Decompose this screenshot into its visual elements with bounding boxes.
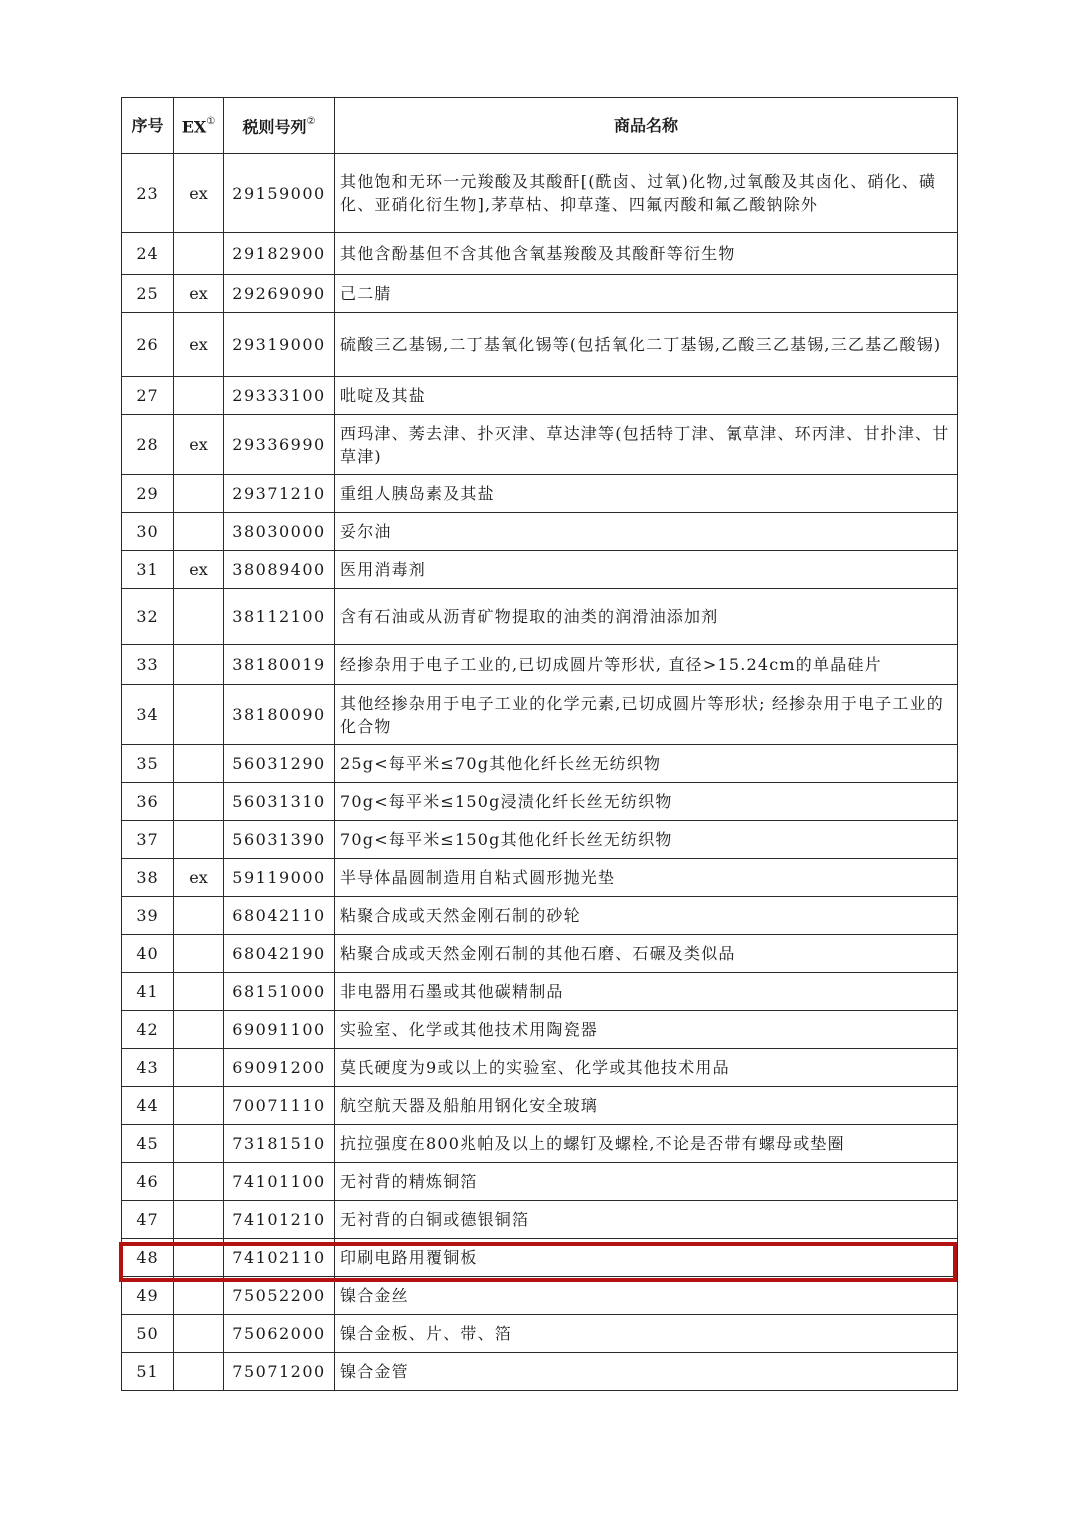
row-product-name: 无衬背的精炼铜箔 (335, 1163, 958, 1201)
row-product-name: 印刷电路用覆铜板 (335, 1239, 958, 1277)
row-no: 34 (122, 685, 174, 745)
row-ex (174, 589, 224, 645)
row-tariff-code: 74101100 (224, 1163, 335, 1201)
row-ex: ex (174, 154, 224, 233)
header-tariff-code: 税则号列② (224, 98, 335, 154)
row-product-name: 70g<每平米≤150g浸渍化纤长丝无纺织物 (335, 783, 958, 821)
row-tariff-code: 29182900 (224, 233, 335, 275)
row-tariff-code: 29269090 (224, 275, 335, 313)
row-product-name: 镍合金管 (335, 1353, 958, 1391)
header-no: 序号 (122, 98, 174, 154)
row-ex: ex (174, 415, 224, 475)
row-ex (174, 1201, 224, 1239)
row-tariff-code: 73181510 (224, 1125, 335, 1163)
row-no: 42 (122, 1011, 174, 1049)
row-no: 38 (122, 859, 174, 897)
row-tariff-code: 75071200 (224, 1353, 335, 1391)
table-row (122, 1353, 958, 1391)
row-product-name: 己二腈 (335, 275, 958, 313)
row-no: 39 (122, 897, 174, 935)
table-row (122, 935, 958, 973)
table-row (122, 1049, 958, 1087)
row-product-name: 70g<每平米≤150g其他化纤长丝无纺织物 (335, 821, 958, 859)
row-tariff-code: 70071110 (224, 1087, 335, 1125)
row-no: 50 (122, 1315, 174, 1353)
row-product-name: 西玛津、莠去津、扑灭津、草达津等(包括特丁津、氰草津、环丙津、甘扑津、甘草津) (335, 415, 958, 475)
row-no: 47 (122, 1201, 174, 1239)
row-no: 36 (122, 783, 174, 821)
row-tariff-code: 74102110 (224, 1239, 335, 1277)
row-no: 31 (122, 551, 174, 589)
row-tariff-code: 75052200 (224, 1277, 335, 1315)
row-ex (174, 1049, 224, 1087)
table-row (122, 1239, 958, 1277)
row-no: 32 (122, 589, 174, 645)
table-row (122, 1277, 958, 1315)
row-no: 24 (122, 233, 174, 275)
table-row (122, 233, 958, 275)
table-row (122, 973, 958, 1011)
table-row (122, 1011, 958, 1049)
table-row (122, 821, 958, 859)
row-tariff-code: 29319000 (224, 313, 335, 377)
row-product-name: 粘聚合成或天然金刚石制的其他石磨、石碾及类似品 (335, 935, 958, 973)
table-row (122, 1315, 958, 1353)
row-tariff-code: 38180090 (224, 685, 335, 745)
row-no: 48 (122, 1239, 174, 1277)
table-row (122, 745, 958, 783)
header-product-name: 商品名称 (335, 98, 958, 154)
table-row (122, 513, 958, 551)
table-body (122, 154, 958, 1391)
row-product-name: 非电器用石墨或其他碳精制品 (335, 973, 958, 1011)
row-ex (174, 685, 224, 745)
row-product-name: 含有石油或从沥青矿物提取的油类的润滑油添加剂 (335, 589, 958, 645)
row-product-name: 吡啶及其盐 (335, 377, 958, 415)
row-product-name: 妥尔油 (335, 513, 958, 551)
table-row (122, 859, 958, 897)
row-ex (174, 935, 224, 973)
row-product-name: 莫氏硬度为9或以上的实验室、化学或其他技术用品 (335, 1049, 958, 1087)
table-row (122, 313, 958, 377)
table-row (122, 154, 958, 233)
table-row (122, 1087, 958, 1125)
table-row (122, 783, 958, 821)
row-tariff-code: 56031310 (224, 783, 335, 821)
table-row (122, 685, 958, 745)
row-product-name: 无衬背的白铜或德银铜箔 (335, 1201, 958, 1239)
table-row (122, 1163, 958, 1201)
row-tariff-code: 68042110 (224, 897, 335, 935)
row-ex: ex (174, 551, 224, 589)
row-tariff-code: 29159000 (224, 154, 335, 233)
row-ex (174, 1353, 224, 1391)
row-ex (174, 973, 224, 1011)
row-ex (174, 1163, 224, 1201)
row-no: 26 (122, 313, 174, 377)
row-ex (174, 897, 224, 935)
row-product-name: 半导体晶圆制造用自粘式圆形抛光垫 (335, 859, 958, 897)
row-ex (174, 783, 224, 821)
row-ex (174, 513, 224, 551)
row-ex: ex (174, 313, 224, 377)
row-ex (174, 1277, 224, 1315)
row-ex (174, 377, 224, 415)
header-ex: EX① (174, 98, 224, 154)
row-tariff-code: 69091100 (224, 1011, 335, 1049)
row-tariff-code: 69091200 (224, 1049, 335, 1087)
row-tariff-code: 38180019 (224, 645, 335, 685)
row-product-name: 硫酸三乙基锡,二丁基氧化锡等(包括氧化二丁基锡,乙酸三乙基锡,三乙基乙酸锡) (335, 313, 958, 377)
row-product-name: 其他经掺杂用于电子工业的化学元素,已切成圆片等形状; 经掺杂用于电子工业的化合物 (335, 685, 958, 745)
header-row (122, 98, 958, 154)
row-product-name: 镍合金板、片、带、箔 (335, 1315, 958, 1353)
table-row (122, 645, 958, 685)
row-no: 44 (122, 1087, 174, 1125)
row-no: 40 (122, 935, 174, 973)
row-tariff-code: 74101210 (224, 1201, 335, 1239)
row-no: 46 (122, 1163, 174, 1201)
row-product-name: 粘聚合成或天然金刚石制的砂轮 (335, 897, 958, 935)
row-product-name: 25g<每平米≤70g其他化纤长丝无纺织物 (335, 745, 958, 783)
row-ex (174, 1011, 224, 1049)
row-no: 43 (122, 1049, 174, 1087)
row-no: 35 (122, 745, 174, 783)
row-product-name: 镍合金丝 (335, 1277, 958, 1315)
row-product-name: 其他含酚基但不含其他含氧基羧酸及其酸酐等衍生物 (335, 233, 958, 275)
row-no: 23 (122, 154, 174, 233)
row-product-name: 其他饱和无环一元羧酸及其酸酐[(酰卤、过氧)化物,过氧酸及其卤化、硝化、磺化、亚硝化衍生物],茅草枯、抑草蓬、四氟丙酸和氟乙酸钠除外 (335, 154, 958, 233)
row-ex (174, 475, 224, 513)
row-ex: ex (174, 275, 224, 313)
table-row (122, 475, 958, 513)
row-ex: ex (174, 859, 224, 897)
row-no: 29 (122, 475, 174, 513)
row-tariff-code: 68151000 (224, 973, 335, 1011)
row-tariff-code: 59119000 (224, 859, 335, 897)
table-row (122, 275, 958, 313)
row-product-name: 医用消毒剂 (335, 551, 958, 589)
row-product-name: 重组人胰岛素及其盐 (335, 475, 958, 513)
row-tariff-code: 38089400 (224, 551, 335, 589)
row-ex (174, 1315, 224, 1353)
row-product-name: 经掺杂用于电子工业的,已切成圆片等形状, 直径>15.24cm的单晶硅片 (335, 645, 958, 685)
table-row (122, 1125, 958, 1163)
row-ex (174, 821, 224, 859)
table-row (122, 589, 958, 645)
table-row (122, 377, 958, 415)
row-product-name: 实验室、化学或其他技术用陶瓷器 (335, 1011, 958, 1049)
row-ex (174, 233, 224, 275)
row-no: 28 (122, 415, 174, 475)
row-no: 41 (122, 973, 174, 1011)
row-product-name: 抗拉强度在800兆帕及以上的螺钉及螺栓,不论是否带有螺母或垫圈 (335, 1125, 958, 1163)
row-tariff-code: 38030000 (224, 513, 335, 551)
table-row (122, 551, 958, 589)
row-ex (174, 1239, 224, 1277)
row-tariff-code: 29333100 (224, 377, 335, 415)
ex-footnote-marker: ① (206, 116, 216, 128)
row-tariff-code: 29371210 (224, 475, 335, 513)
row-tariff-code: 29336990 (224, 415, 335, 475)
row-tariff-code: 75062000 (224, 1315, 335, 1353)
tariff-table (121, 97, 958, 1391)
row-no: 25 (122, 275, 174, 313)
row-tariff-code: 38112100 (224, 589, 335, 645)
table-row (122, 897, 958, 935)
table-row (122, 415, 958, 475)
row-ex (174, 1087, 224, 1125)
row-no: 49 (122, 1277, 174, 1315)
row-no: 51 (122, 1353, 174, 1391)
table-row (122, 1201, 958, 1239)
row-no: 30 (122, 513, 174, 551)
row-tariff-code: 68042190 (224, 935, 335, 973)
row-no: 45 (122, 1125, 174, 1163)
row-no: 37 (122, 821, 174, 859)
row-no: 33 (122, 645, 174, 685)
row-ex (174, 1125, 224, 1163)
row-tariff-code: 56031290 (224, 745, 335, 783)
row-ex (174, 645, 224, 685)
row-tariff-code: 56031390 (224, 821, 335, 859)
row-no: 27 (122, 377, 174, 415)
row-product-name: 航空航天器及船舶用钢化安全玻璃 (335, 1087, 958, 1125)
code-footnote-marker: ② (306, 116, 316, 128)
row-ex (174, 745, 224, 783)
